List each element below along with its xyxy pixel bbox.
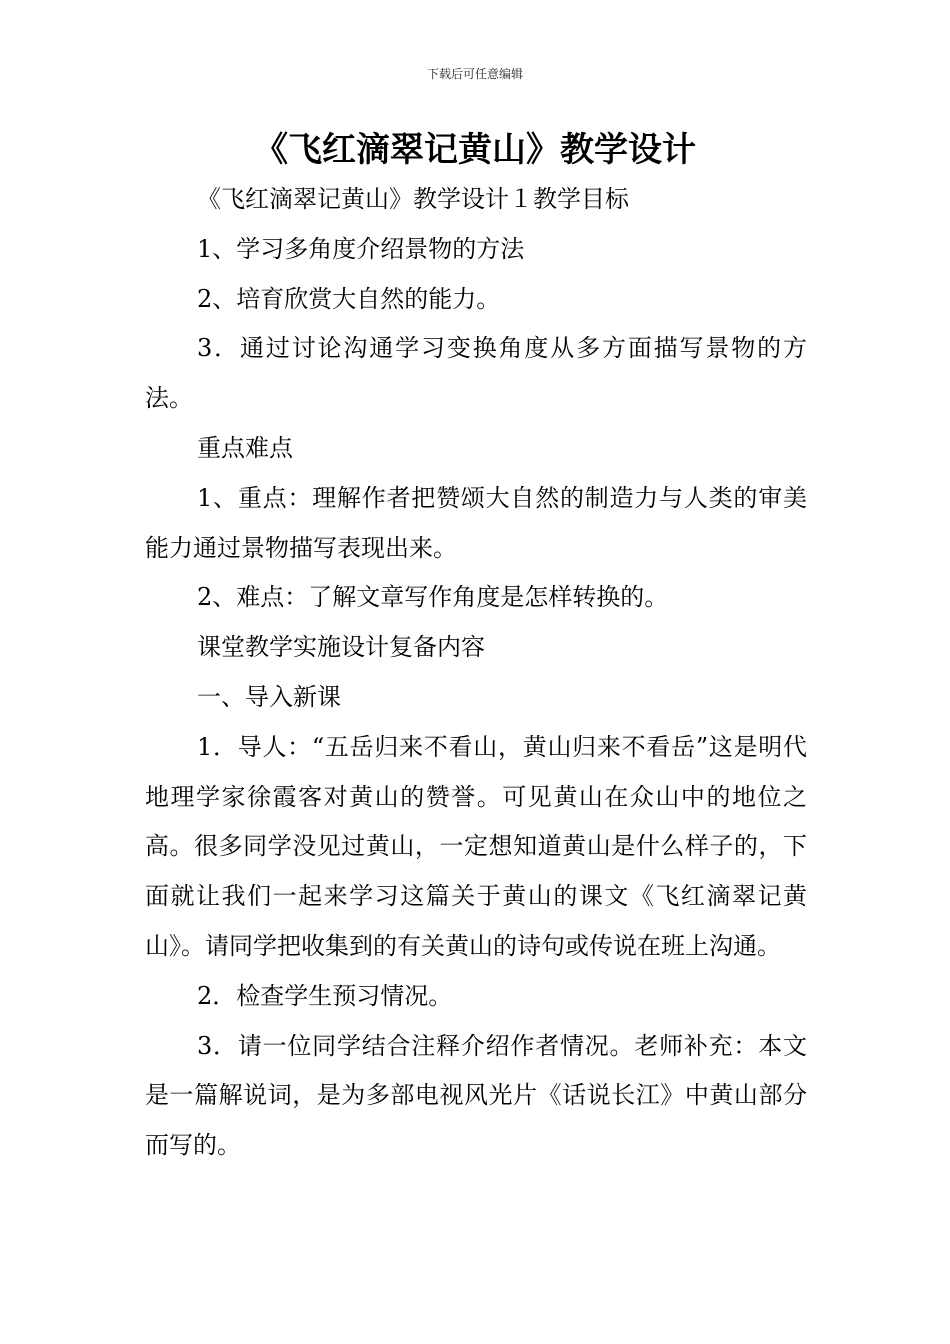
paragraph-key-points-heading: 重点难点 (197, 433, 293, 462)
paragraph-objective-1: 1、学习多角度介绍景物的方法 (197, 234, 525, 263)
paragraph-classroom-design-heading: 课堂教学实施设计复备内容 (197, 633, 485, 662)
paragraph-key-point: 1、重点：理解作者把赞颂大自然的制造力与人类的审美能力通过景物描写表现出来。 (145, 483, 807, 562)
paragraph-objectives-heading: 《飞红滴翠记黄山》教学设计１教学目标 (197, 185, 629, 213)
paragraph-intro-step-2: 2．检查学生预习情况。 (197, 981, 453, 1010)
paragraph-objective-2: 2、培育欣赏大自然的能力。 (197, 284, 501, 313)
paragraph-intro-step-1: 1．导人：“五岳归来不看山，黄山归来不看岳”这是明代地理学家徐霞客对黄山的赞誉。可见黄山在众山中的地位之高。很多同学没见过黄山，一定想知道黄山是什么样子的，下面就让我们一起来学习这篇关于黄山的课文《飞红滴翠记黄山》。请同学把收集到的有关黄山的诗句或传说在班上沟通。 (145, 732, 807, 960)
paragraph-section-intro-heading: 一、导入新课 (197, 682, 341, 711)
document-body (145, 175, 807, 1171)
paragraph-intro-step-3: 3．请一位同学结合注释介绍作者情况。老师补充：本文是一篇解说词，是为多部电视风光片《话说长江》中黄山部分而写的。 (145, 1031, 807, 1160)
header-note: 下载后可任意编辑 (426, 67, 523, 81)
document-title: 《飞红滴翠记黄山》教学设计 (254, 130, 696, 170)
paragraph-objective-3: 3．通过讨论沟通学习变换角度从多方面描写景物的方法。 (145, 334, 807, 413)
paragraph-difficult-point: 2、难点：了解文章写作角度是怎样转换的。 (197, 583, 669, 612)
